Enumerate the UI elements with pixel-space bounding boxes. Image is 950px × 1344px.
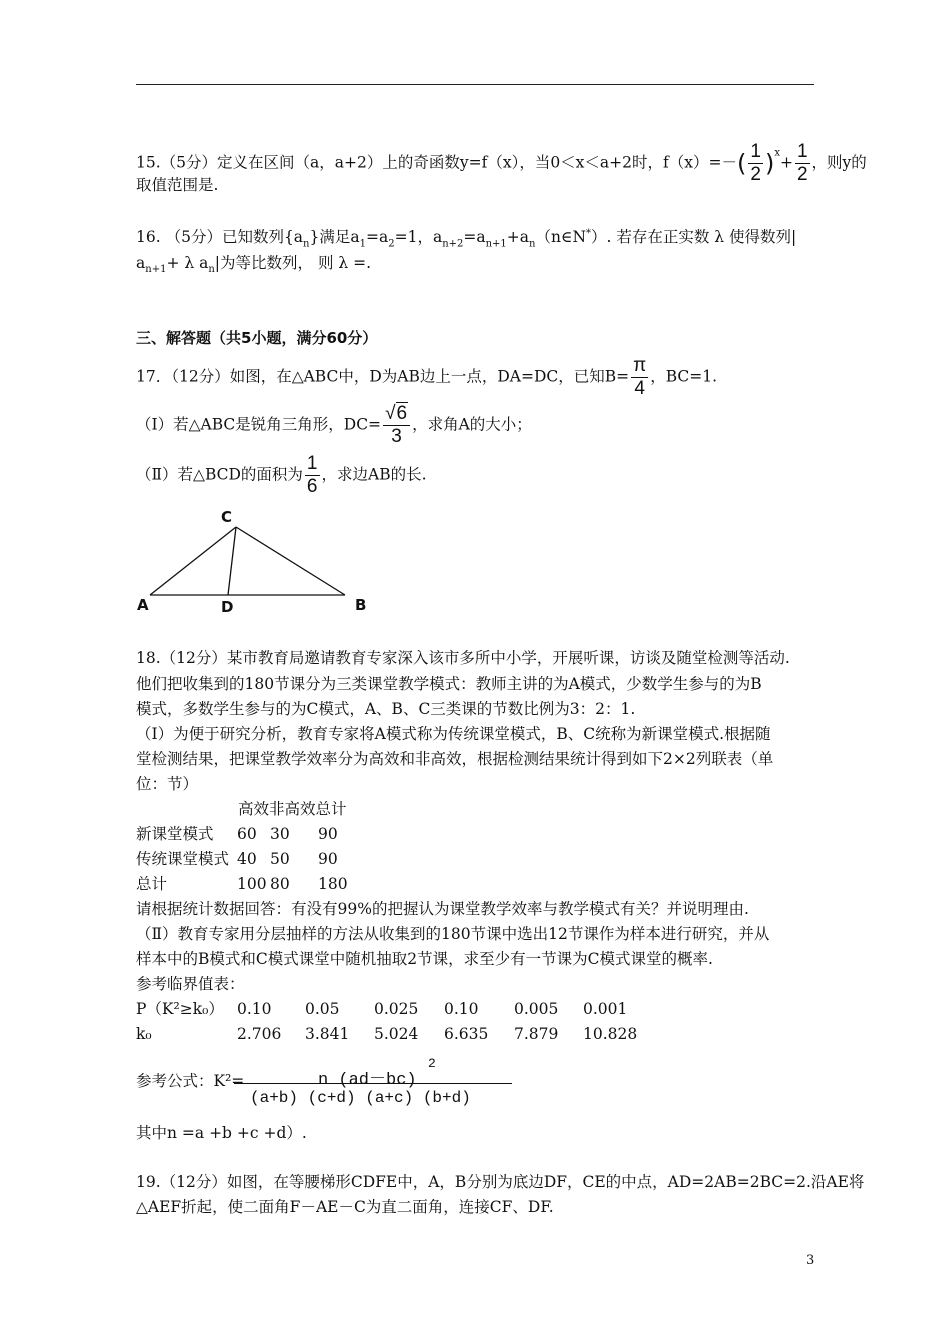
table-cell: 0.025 [374,1000,419,1018]
segment-cd [228,527,236,595]
side-ac [150,527,236,595]
question-15-line1: 15.（5分）定义在区间（a，a+2）上的奇函数y=f（x），当0＜x＜a+2时，f（x）=－( $\frac{1}{2}$ )$^x$+ $\frac{1}{2}$ ，则y的 [136,141,867,185]
question-18-part2-line2: 样本中的B模式和C模式课堂中随机抽取2节课，求至少有一节课为C模式课堂的概率. [136,950,713,968]
question-16-line1: 16. （5分）已知数列$\{a_n\}$满足$a_1=a_2=1$，$a_{n+2}=a_{n+1}+a_n(n\in N^*)$. 若存在正实数 λ 使得数列| [136,228,797,250]
critical-table-caption: 参考临界值表： [136,975,245,993]
header-rule [136,84,814,85]
table-cell: 0.005 [514,1000,559,1018]
table-cell: 7.879 [514,1025,559,1043]
question-18-line1: 18.（12分）某市教育局邀请教育专家深入该市多所中小学，开展听课，访谈及随堂检测等活动. [136,649,790,667]
table-cell: 90 [318,825,338,843]
table-cell: 180 [318,875,348,893]
section-heading: 三、解答题（共5小题，满分60分） [136,329,378,347]
side-cb [236,527,345,595]
table-cell: 100 [237,875,267,893]
formula-note: 其中n =a +b +c +d）. [136,1124,307,1142]
question-18-ask: 请根据统计数据回答：有没有99%的把握认为课堂教学效率与教学模式有关？并说明理由. [136,900,749,918]
table-cell: 5.024 [374,1025,419,1043]
half-fraction-2: $\frac{1}{2}$ [796,141,808,185]
vertex-a-label: A [137,596,149,614]
formula-numerator: n (ad－bc) [318,1071,417,1090]
table-cell: 0.001 [583,1000,628,1018]
formula-exponent: 2 [428,1056,436,1071]
question-17-stem: 17．（12分）如图，在△ABC中，D为AB边上一点，DA=DC，已知B= $\frac{\pi}{4}$ ，BC=1. [136,355,718,399]
question-18-line4: （Ⅰ）为便于研究分析，教育专家将A模式称为传统课堂模式，B、C统称为新课堂模式.根据随 [136,725,771,743]
table-cell: 10.828 [583,1025,638,1043]
table-cell: 0.10 [444,1000,479,1018]
table-cell: 80 [270,875,290,893]
table-cell: 6.635 [444,1025,489,1043]
table-cell: 90 [318,850,338,868]
vertex-c-label: C [221,508,233,526]
table-cell: 0.05 [305,1000,340,1018]
half-fraction: $\frac{1}{2}$ [750,141,761,185]
question-16-line2: $a_{n+1}+ \lambda$ $a_n|$为等比数列， 则 λ =. [136,254,372,276]
vertex-b-label: B [355,596,367,614]
formula-label: 参考公式：K²= [136,1072,245,1090]
question-17-part1: （Ⅰ）若△ABC是锐角三角形，DC= $\frac{√6}{3}$ ，求角A的大小； [136,403,532,447]
question-18-part2-line1: （Ⅱ）教育专家用分层抽样的方法从收集到的180节课中选出12节课作为样本进行研究，并从 [136,925,770,943]
question-15-line2: 取值范围是. [136,176,219,194]
question-18-line2: 他们把收集到的180节课分为三类课堂教学模式：教师主讲的为A模式，少数学生参与的为B [136,675,762,693]
page-number: 3 [806,1253,815,1268]
formula-denominator: (a+b) (c+d) (a+c) (b+d) [250,1089,471,1107]
table-cell: 2.706 [237,1025,282,1043]
table-cell: P（K²≥k₀） [136,1000,224,1018]
question-18-line3: 模式，多数学生参与的为C模式，A、B、C三类课的节数比例为3：2：1. [136,700,636,718]
question-18-line6: 位：节） [136,775,199,793]
table-cell: 3.841 [305,1025,350,1043]
table-cell: 总计 [136,875,168,893]
table-cell: 0.10 [237,1000,272,1018]
question-18-line5: 堂检测结果，把课堂教学效率分为高效和非高效，根据检测结果统计得到如下2×2列联表（单 [136,750,774,768]
table-cell: 传统课堂模式 [136,850,230,868]
formula-fraction-bar [234,1083,512,1084]
question-19-line2: △AEF折起，使二面角F－AE－C为直二面角，连接CF、DF. [136,1198,554,1216]
table-cell: 30 [270,825,290,843]
table-cell: 新课堂模式 [136,825,214,843]
table-cell: 50 [270,850,290,868]
table-cell: k₀ [136,1025,152,1043]
triangle-figure [130,505,380,615]
table-cell: 40 [237,850,257,868]
vertex-d-label: D [221,598,234,616]
table-header: 高效非高效总计 [238,800,347,818]
table-cell: 60 [237,825,257,843]
question-17-part2: （Ⅱ）若△BCD的面积为 $\frac{1}{6}$ ，求边AB的长. [136,453,427,497]
question-19-line1: 19.（12分）如图，在等腰梯形CDFE中，A，B分别为底边DF，CE的中点，AD=2AB=2BC=2.沿AE将 [136,1173,865,1191]
